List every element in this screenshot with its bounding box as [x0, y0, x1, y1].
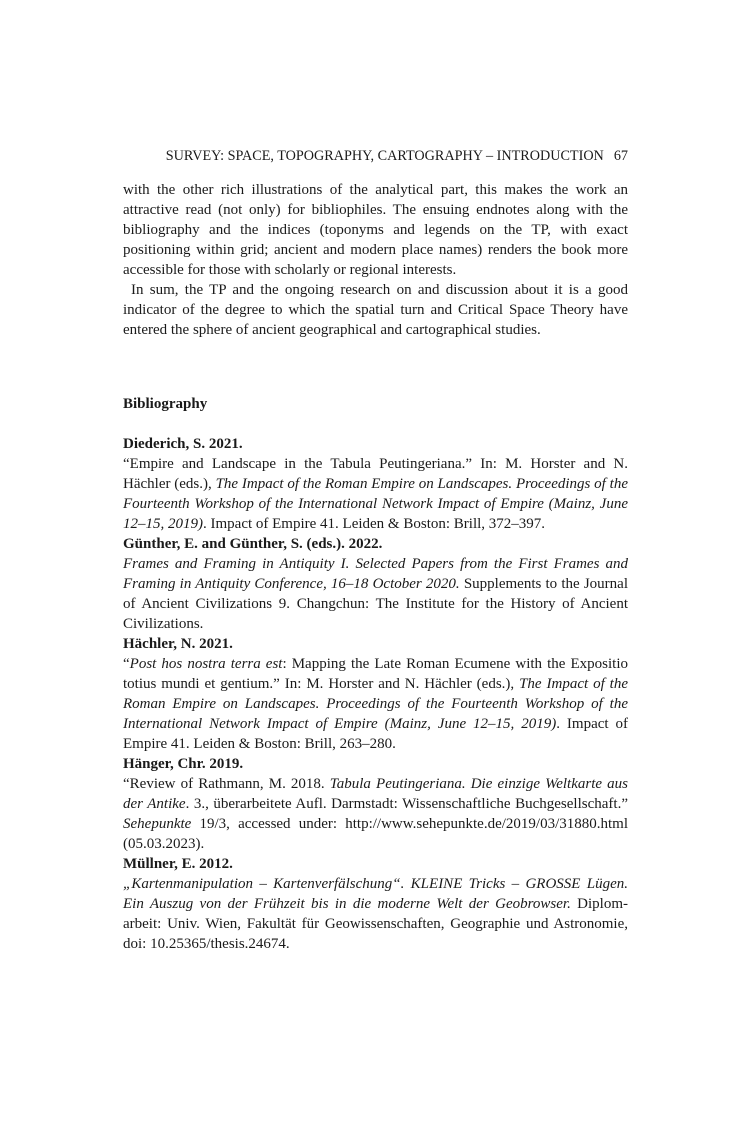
citation-text: “Review of Rathmann, M. 2018.	[123, 776, 330, 792]
page-number: 67	[613, 148, 628, 164]
entry-citation	[123, 554, 628, 634]
entry-author-year: Müllner, E. 2012.	[123, 856, 233, 872]
entry-citation	[123, 774, 628, 854]
entry-author-year: Hänger, Chr. 2019.	[123, 756, 244, 772]
citation-text: Supplements to the Journal of Ancient Civilizations 9. Changchun: The Institute for the History of Ancient Civilizations.	[123, 576, 628, 632]
paragraph: with the other rich illustrations of the analytical part, this makes the work an attractive read (not only) for bibliophiles. The ensuing endnotes along with the bibliography and the indices (toponyms and legends on the TP, with exact positioning within grid; ancient and modern place names) renders the book more accessible for those with scholarly or regional interests.	[123, 182, 628, 278]
running-head	[123, 146, 628, 166]
entry-citation	[123, 874, 628, 954]
citation-title-italic: Sehepunkte	[123, 816, 192, 832]
citation-title-italic: Tabula Peutingeriana. Die einzige Weltkarte aus der Antike	[123, 776, 628, 812]
citation-title-italic: „Kartenmanipulation – Kartenverfälschung“. KLEINE Tricks – GROSSE Lügen. Ein Auszug von der Frühzeit bis in die moderne Welt der Geobrowser.	[123, 876, 628, 912]
bibliography-entry	[123, 634, 628, 754]
bibliography-list	[123, 434, 628, 954]
bibliography-entry	[123, 754, 628, 854]
entry-citation	[123, 654, 628, 754]
entry-citation	[123, 454, 628, 534]
citation-title-italic: Frames and Framing in Antiquity I. Selected Papers from the First Frames and Framing in Antiquity Conference, 16–18 October 2020.	[123, 556, 628, 592]
citation-text: “Empire and Landscape in the Tabula Peutingeriana.” In: M. Horster and N. Hächler (eds.),	[123, 456, 628, 492]
citation-title-italic: The Impact of the Roman Empire on Landscapes. Proceedings of the Fourteenth Workshop of the International Network Impact of Empire (Mainz, June 12–15, 2019)	[123, 676, 628, 732]
citation-title-italic: The Impact of the Roman Empire on Landscapes. Proceedings of the Fourteenth Workshop of the International Network Impact of Empire (Mainz, June 12–15, 2019)	[123, 476, 628, 532]
entry-author-year: Diederich, S. 2021.	[123, 436, 243, 452]
entry-author-year: Hächler, N. 2021.	[123, 636, 233, 652]
citation-title-italic: Post hos nostra terra est	[129, 656, 283, 672]
citation-text: “	[123, 656, 130, 672]
body-text	[123, 180, 628, 340]
entry-author-year: Günther, E. and Günther, S. (eds.). 2022.	[123, 536, 383, 552]
citation-text: : Mapping the Late Roman Ecumene with the Expositio totius mundi et gentium.” In: M. Horster and N. Hächler (eds.),	[123, 656, 628, 692]
paragraph: In sum, the TP and the ongoing research on and discussion about it is a good indicator of the degree to which the spatial turn and Critical Space Theory have entered the sphere of ancient geographical and cartographical studies.	[123, 282, 628, 338]
running-head-title: SURVEY: SPACE, TOPOGRAPHY, CARTOGRAPHY – INTRODUCTION	[165, 148, 604, 164]
bibliography-entry	[123, 854, 628, 954]
bibliography-heading: Bibliography	[123, 396, 208, 412]
bibliography-entry	[123, 434, 628, 534]
citation-text: . Impact of Empire 41. Leiden & Boston: Brill, 372–397.	[203, 516, 546, 532]
citation-text: . Impact of Empire 41. Leiden & Boston: Brill, 263–280.	[123, 716, 629, 752]
citation-text: 19/3, accessed under: http://www.sehepunkte.de/2019/03/31880.html (05.03.2023).	[123, 816, 628, 852]
bibliography-entry	[123, 534, 628, 634]
citation-text: . 3., überarbeitete Aufl. Darmstadt: Wissenschaftliche Buchgesellschaft.”	[185, 796, 628, 812]
citation-text: Diplomarbeit: Univ. Wien, Fakultät für Geowissenschaften, Geographie und Astronomie, doi: 10.25365/thesis.24674.	[123, 896, 628, 952]
